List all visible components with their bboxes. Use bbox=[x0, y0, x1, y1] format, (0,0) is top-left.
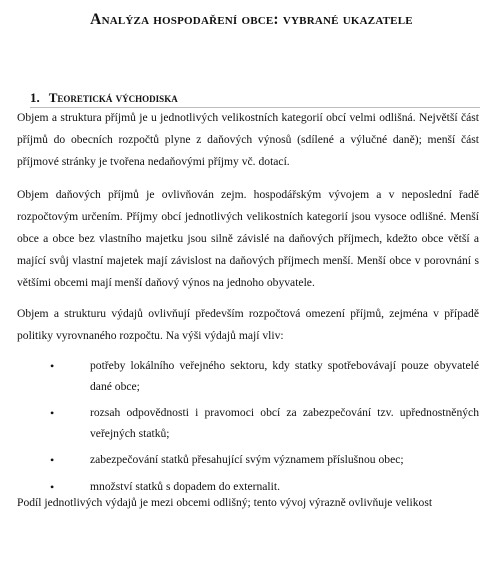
paragraph-income-structure: Objem a struktura příjmů je u jednotlivých velikostních kategorií obcí velmi odlišná. Největší část příjmů do obecních rozpočtů plyne z daňových výnosů (sdílené a výlučné daně); menší část příjmové stránky je tvořena nedaňovými příjmy vč. dotací. bbox=[17, 111, 479, 168]
bullet-icon: • bbox=[50, 406, 55, 420]
section-number: 1. bbox=[30, 90, 40, 105]
list-item-text: množství statků s dopadem do externalit. bbox=[90, 479, 280, 493]
paragraph-expenditure-share: Podíl jednotlivých výdajů je mezi obcemi odlišný; tento vývoj výrazně ovlivňuje velikost bbox=[17, 496, 433, 509]
section-heading bbox=[30, 90, 480, 108]
list-item-text: rozsah odpovědnosti i pravomoci obcí za zabezpečování tzv. upřednostněných veřejných statků; bbox=[90, 406, 479, 440]
bullet-icon: • bbox=[50, 453, 55, 467]
expenditure-factors-list bbox=[50, 356, 479, 497]
bullet-icon: • bbox=[50, 479, 55, 494]
document-title: Analýza hospodaření obce: vybrané ukazatele bbox=[90, 11, 413, 28]
list-item bbox=[50, 356, 479, 397]
list-item-text: zabezpečování statků přesahující svým významem příslušnou obec; bbox=[90, 453, 404, 466]
list-item bbox=[50, 403, 479, 444]
section-heading-text: Teoretická východiska bbox=[48, 90, 178, 105]
paragraph-tax-revenue: Objem daňových příjmů je ovlivňován zejm. hospodářským vývojem a v neposlední řadě rozpočtovým určením. Příjmy obcí jednotlivých velikostních kategorií jsou vysoce odlišné. Menší obce a obce bez vlastního majetku jsou silně závislé na daňových příjmech, kdežto obce větší a mající svůj vlastní majetek mají závislost na daňových příjmech menší. Menší obce v porovnání s většími obcemi mají menší daňový výnos na jednoho obyvatele. bbox=[17, 188, 479, 289]
paragraph-expenditure-intro: Objem a strukturu výdajů ovlivňují především rozpočtová omezení příjmů, zejména v případě politiky vyrovnaného rozpočtu. Na výši výdajů mají vliv: bbox=[17, 307, 479, 342]
list-item bbox=[50, 450, 479, 471]
list-item-text: potřeby lokálního veřejného sektoru, kdy statky spotřebovávají pouze obyvatelé dané obce; bbox=[90, 359, 479, 393]
bullet-icon: • bbox=[50, 359, 55, 373]
